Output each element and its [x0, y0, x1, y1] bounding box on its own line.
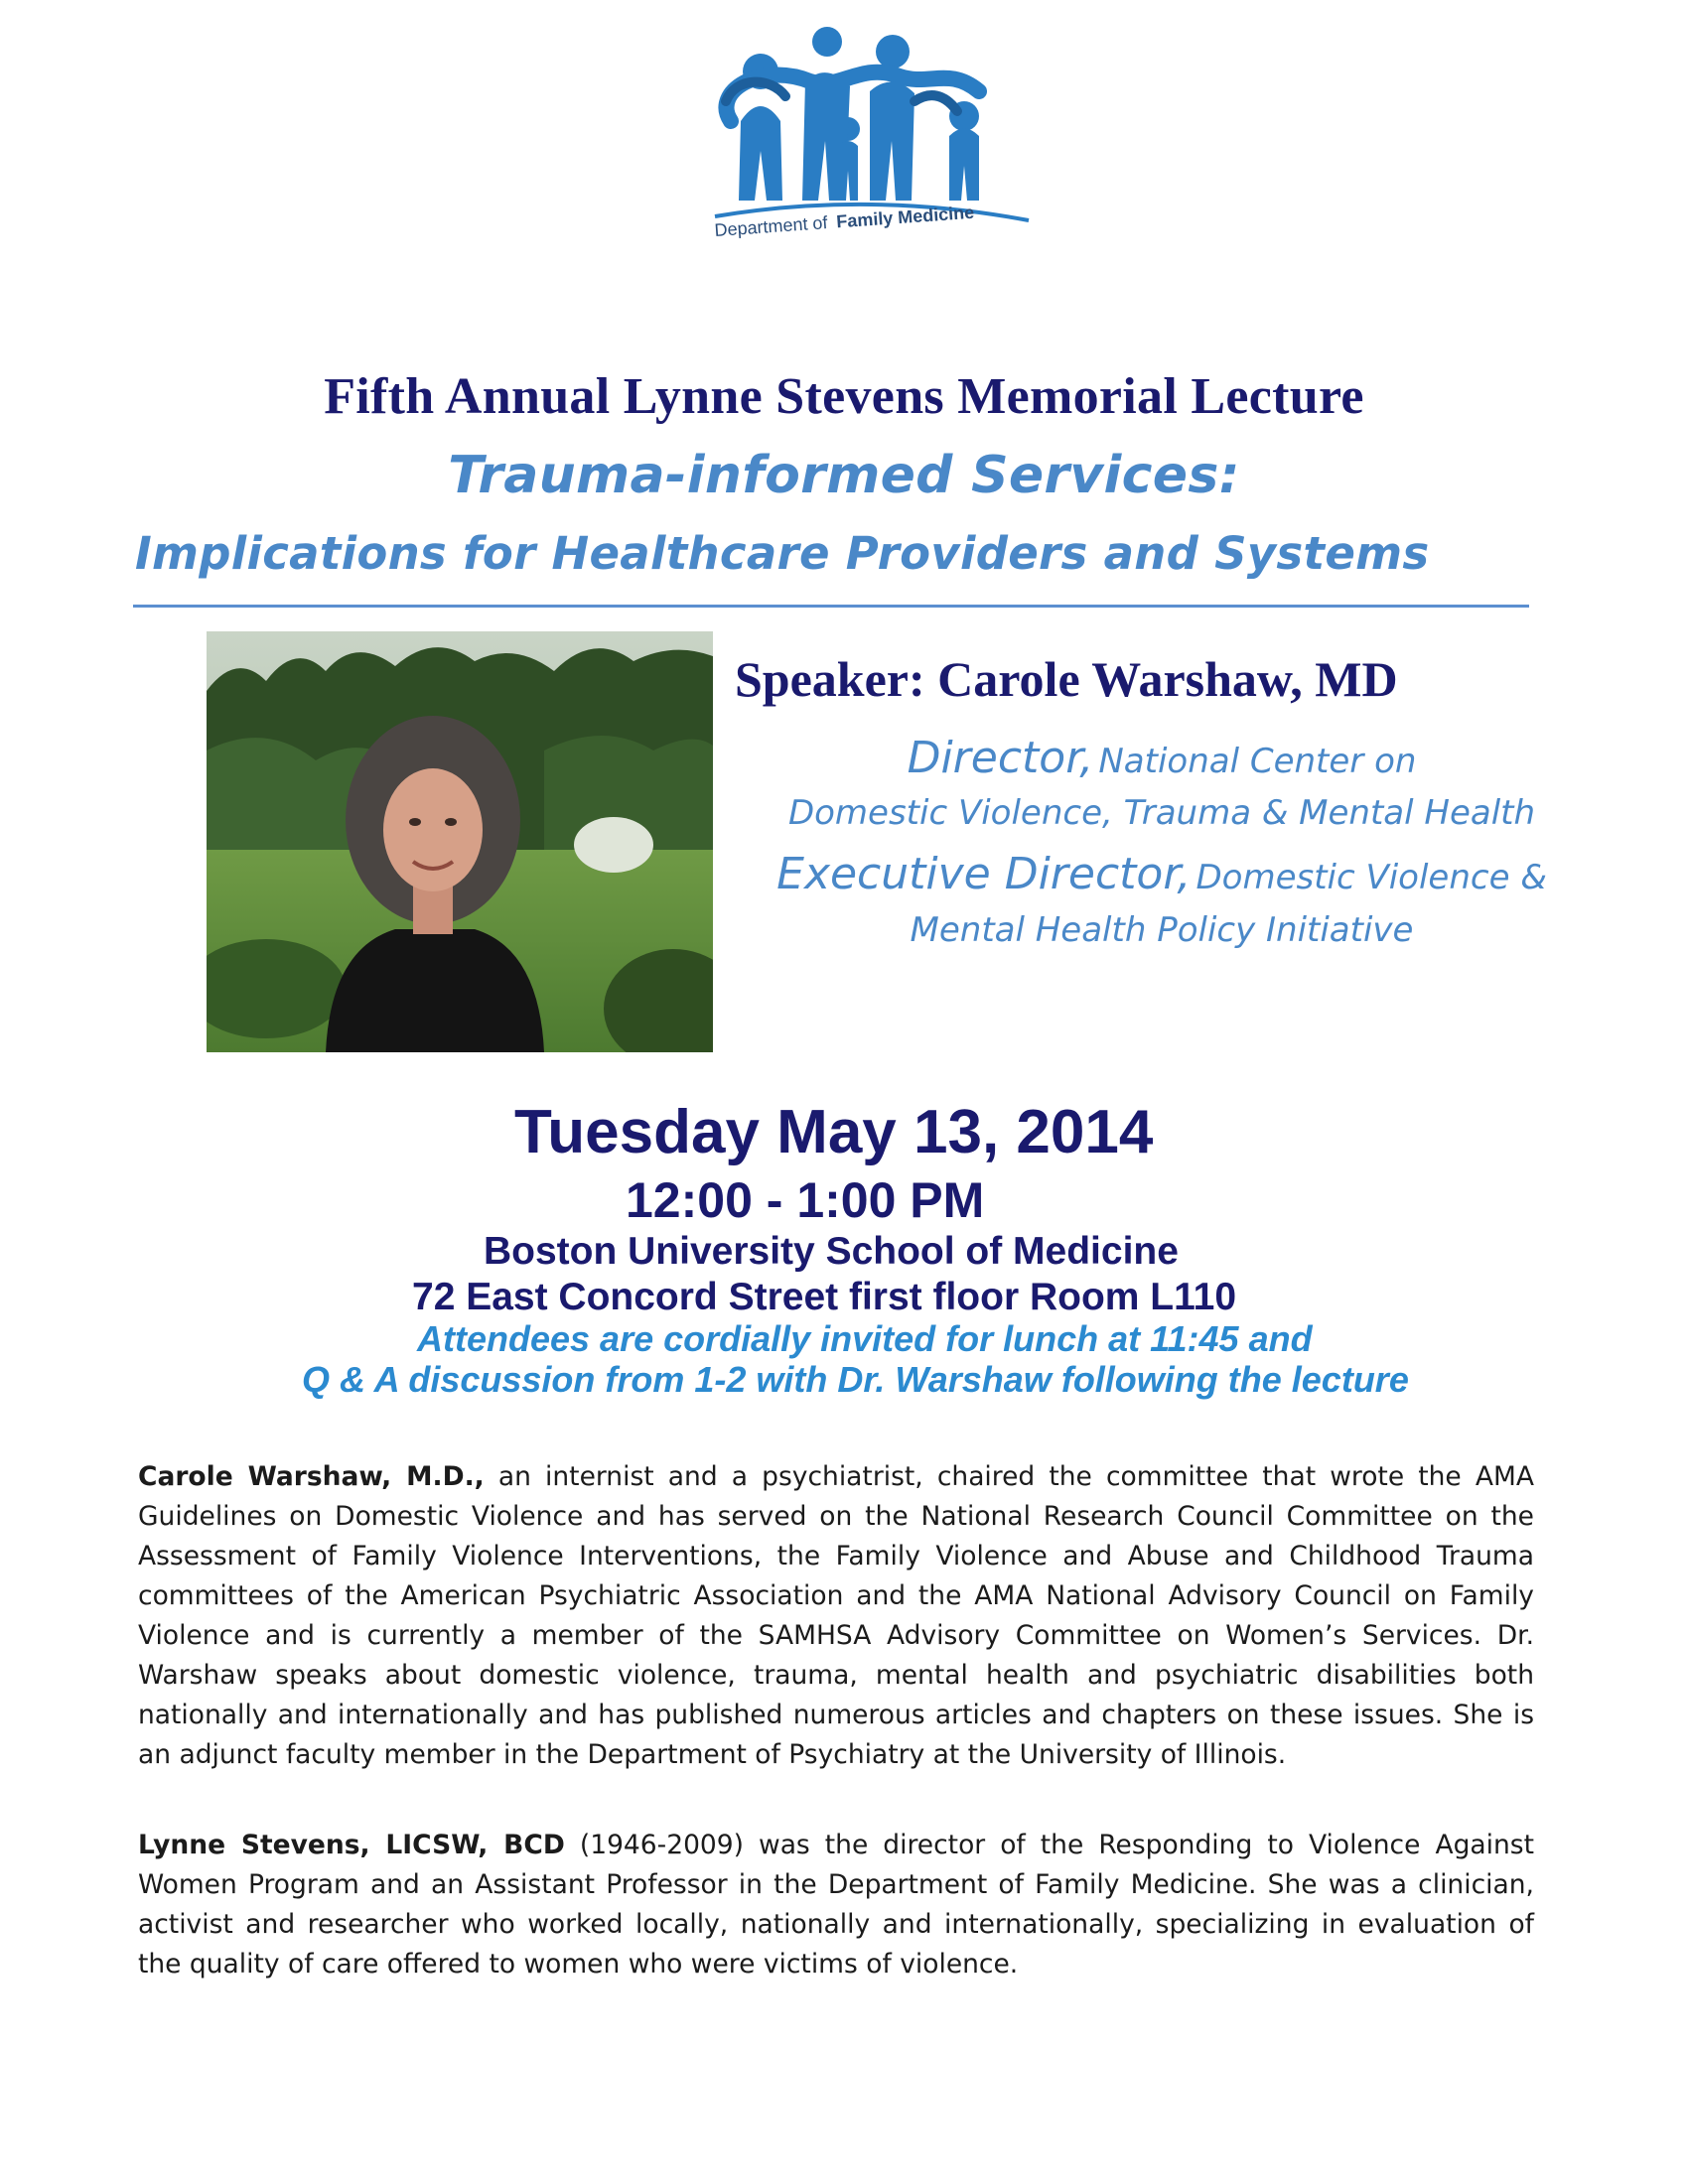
role-title: Executive Director,	[776, 849, 1192, 899]
invite-line-1: Attendees are cordially invited for lunch at 11:45 and	[417, 1318, 1313, 1359]
event-address: 72 East Concord Street first floor Room L110	[412, 1276, 1237, 1318]
bio-text: (1946-2009) was the director of the Responding to Violence Against Women Program and an Assistant Professor in the Department of Family Medicine. She was a clinician, activist and researcher who worked locally, nationally and internationally, specializing in evaluation of the quality of care offered to women who were victims of violence.	[138, 1830, 1534, 1979]
role-org: Domestic Violence &	[1196, 858, 1547, 897]
role-org-continued: Mental Health Policy Initiative	[910, 910, 1414, 950]
speaker-bio	[138, 1457, 1534, 1775]
role-org-continued: Domestic Violence, Trauma & Mental Health	[787, 793, 1536, 833]
event-date: Tuesday May 13, 2014	[514, 1098, 1154, 1166]
bio-text: an internist and a psychiatrist, chaired the committee that wrote the AMA Guidelines on Domestic Violence and has served on the National Research Council Committee on the Assessment of Family Violence Interventions, the Family Violence and Abuse and Childhood Trauma committees of the American Psychiatric Association and the AMA National Advisory Council on Family Violence and is currently a member of the SAMHSA Advisory Committee on Women’s Services. Dr. Warshaw speaks about domestic violence, trauma, mental health and psychiatric disabilities both nationally and internationally and has published numerous articles and chapters on these issues. She is an adjunct faculty member in the Department of Psychiatry at the University of Illinois.	[138, 1461, 1534, 1770]
title-divider	[133, 605, 1529, 608]
lecture-title: Fifth Annual Lynne Stevens Memorial Lecture	[324, 368, 1364, 425]
svg-text:Department of Family Med: Department of Family Medicine	[713, 202, 975, 240]
speaker-photo	[207, 631, 713, 1052]
invite-line-2: Q & A discussion from 1-2 with Dr. Warshaw following the lecture	[302, 1359, 1409, 1400]
event-time: 12:00 - 1:00 PM	[626, 1172, 985, 1228]
bio-name: Lynne Stevens, LICSW, BCD	[138, 1830, 565, 1860]
lecture-subtitle-line1: Trauma-informed Services:	[448, 446, 1240, 505]
speaker-name: Speaker: Carole Warshaw, MD	[735, 651, 1398, 707]
role-org: National Center on	[1098, 742, 1417, 781]
event-venue: Boston University School of Medicine	[484, 1230, 1179, 1273]
role-title: Director,	[907, 733, 1094, 783]
bio-name: Carole Warshaw, M.D.,	[138, 1461, 485, 1492]
memorial-bio	[138, 1826, 1534, 1984]
speaker-portrait-image	[207, 631, 713, 1052]
department-logo	[701, 22, 1039, 240]
family-figures-icon	[701, 22, 1039, 240]
lecture-subtitle-line2: Implications for Healthcare Providers and Systems	[135, 527, 1430, 580]
